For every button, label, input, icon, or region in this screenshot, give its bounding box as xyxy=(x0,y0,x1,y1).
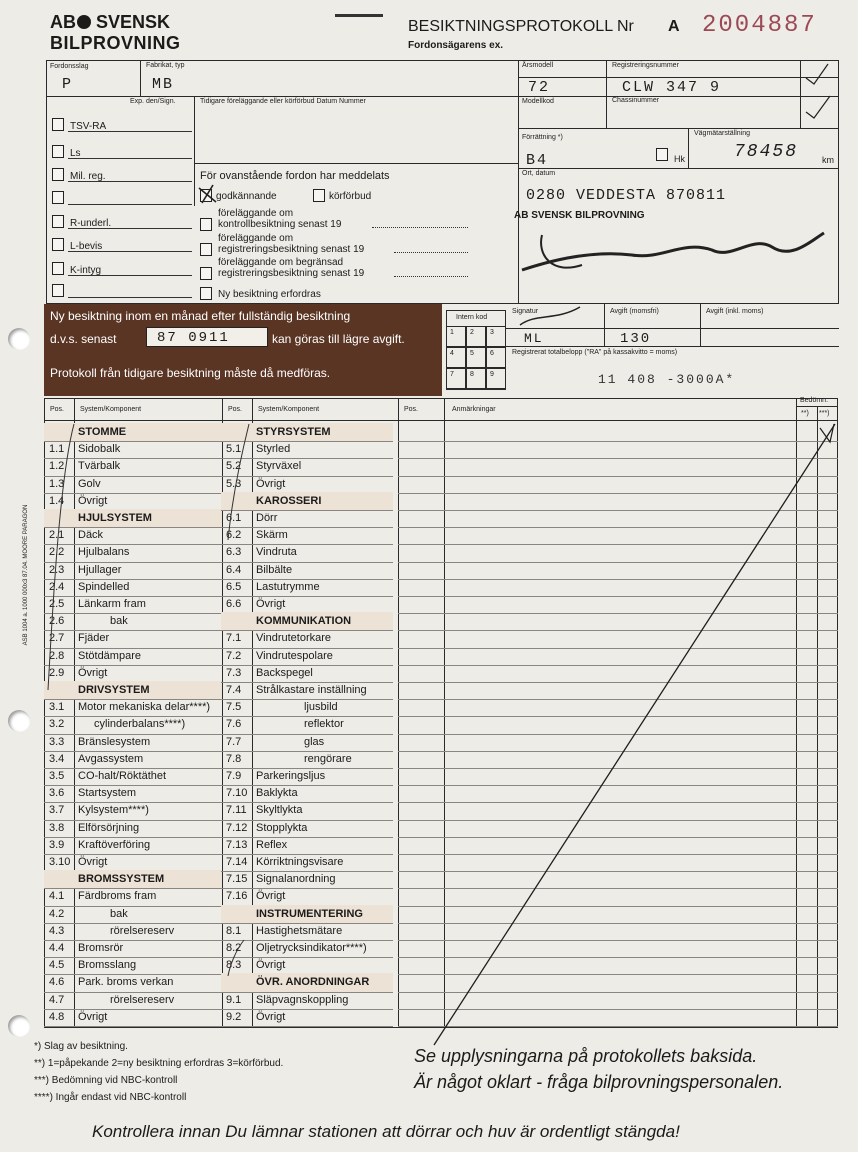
section-header: STYRSYSTEM xyxy=(256,426,331,438)
left-option-checkbox[interactable] xyxy=(52,145,64,158)
intern-kod-digit: 6 xyxy=(490,350,494,357)
component-name: Startsystem xyxy=(78,787,137,800)
component-name: Kraftöverföring xyxy=(78,838,151,851)
notice-line3: Protokoll från tidigare besiktning måste då medföras. xyxy=(50,366,331,380)
component-name: Bilbälte xyxy=(256,563,293,576)
component-name: cylinderbalans****) xyxy=(94,718,186,731)
component-pos: 2.1 xyxy=(49,529,65,542)
component-name: Motor mekaniska delar****) xyxy=(78,701,211,714)
left-option-checkbox[interactable] xyxy=(52,215,64,228)
section-header: KAROSSERI xyxy=(256,494,322,507)
ort-value: 0280 VEDDESTA 870811 xyxy=(526,187,727,204)
component-name: Avgassystem xyxy=(78,752,144,765)
component-pos: 2.2 xyxy=(49,546,65,559)
option2-line1: föreläggande om xyxy=(218,233,294,244)
component-pos: 4.6 xyxy=(49,976,65,989)
component-name: Signalanordning xyxy=(256,873,336,886)
left-option-label: L-bevis xyxy=(70,241,103,252)
company-name-bilprovning: BILPROVNING xyxy=(50,33,181,53)
intern-kod-cell xyxy=(466,347,486,368)
header-anmarkningar: Anmärkningar xyxy=(452,406,496,413)
footnote-2: **) 1=påpekande 2=ny besiktning erfordras 3=körförbud. xyxy=(34,1058,284,1069)
option2-checkbox[interactable] xyxy=(200,243,212,256)
section-header: HJULSYSTEM xyxy=(78,512,152,524)
table-row-line xyxy=(221,1009,393,1010)
component-pos: 6.1 xyxy=(226,512,242,524)
component-pos: 7.7 xyxy=(226,735,242,748)
signature-scribble xyxy=(512,215,832,285)
table-row-line xyxy=(44,1009,222,1010)
stamp-text: AB SVENSK BILPROVNING xyxy=(514,210,645,221)
option3-checkbox[interactable] xyxy=(200,267,212,280)
component-pos: 7.9 xyxy=(226,770,242,782)
intern-kod-digit: 8 xyxy=(470,371,474,378)
component-pos: 3.7 xyxy=(49,804,65,817)
component-pos: 4.2 xyxy=(49,907,65,920)
component-name: Spindelled xyxy=(78,580,130,593)
component-pos: 8.3 xyxy=(226,959,242,972)
regnr-value: CLW 347 9 xyxy=(622,79,722,96)
intern-kod-cell xyxy=(466,326,486,347)
side-print: ASB 1004 a. 1000 000x3 87.04. MOORE PARAGON xyxy=(23,504,29,646)
component-name: Övrigt xyxy=(78,494,108,507)
header-dash xyxy=(335,14,383,17)
diagonal-strike xyxy=(430,420,840,1050)
component-pos: 2.3 xyxy=(49,563,65,576)
intern-kod-label: Intern kod xyxy=(456,314,488,321)
component-name: Övrigt xyxy=(78,856,108,868)
header-pos-1: Pos. xyxy=(50,406,65,413)
component-name: Reflex xyxy=(256,838,288,851)
component-pos: 7.16 xyxy=(226,890,248,903)
component-name: Övrigt xyxy=(256,477,286,490)
component-name: Däck xyxy=(78,529,104,542)
header-system-2: System/Komponent xyxy=(258,406,320,413)
header-pos-2: Pos. xyxy=(228,406,243,413)
decision-intro: För ovanstående fordon har meddelats xyxy=(200,170,390,182)
component-pos: 5.3 xyxy=(226,477,242,490)
component-pos: 3.10 xyxy=(49,856,71,868)
godkannande-label: godkännande xyxy=(216,191,277,202)
section-header: INSTRUMENTERING xyxy=(256,907,363,920)
component-pos: 2.8 xyxy=(49,649,65,662)
component-pos: 7.11 xyxy=(226,804,247,817)
fordonsslag-value: P xyxy=(62,76,74,93)
component-name: rengörare xyxy=(304,752,352,765)
component-pos: 3.5 xyxy=(49,770,65,782)
option4-checkbox[interactable] xyxy=(200,287,212,300)
notice-line1: Ny besiktning inom en månad efter fullständig besiktning xyxy=(50,309,351,323)
component-pos: 9.2 xyxy=(226,1010,242,1023)
component-name: Baklykta xyxy=(256,787,298,800)
section-header: STOMME xyxy=(78,426,127,438)
intern-kod-cell xyxy=(446,368,466,389)
form-subtitle: Fordonsägarens ex. xyxy=(408,40,504,51)
intern-kod-digit: 3 xyxy=(490,329,494,336)
left-option-label: K-intyg xyxy=(70,265,102,276)
component-name: Strålkastare inställning xyxy=(256,684,367,696)
intern-kod-cell xyxy=(446,347,466,368)
component-pos: 3.8 xyxy=(49,821,65,834)
intern-kod-digit: 4 xyxy=(450,350,454,357)
component-pos: 1.3 xyxy=(49,477,65,490)
component-name: Backspegel xyxy=(256,666,313,679)
component-name: Länkarm fram xyxy=(78,598,146,610)
section-header: BROMSSYSTEM xyxy=(78,873,165,886)
component-name: Bromsslang xyxy=(78,959,137,972)
component-pos: 6.4 xyxy=(226,563,242,576)
left-option-line xyxy=(68,158,192,159)
component-pos: 3.2 xyxy=(49,718,65,731)
component-pos: 7.15 xyxy=(226,873,248,886)
left-option-checkbox[interactable] xyxy=(52,238,64,251)
section-header: KOMMUNIKATION xyxy=(256,615,352,628)
component-name: Stötdämpare xyxy=(78,649,141,662)
column-strike xyxy=(44,420,254,980)
arsmodell-value: 72 xyxy=(528,79,551,96)
component-name: Vindrutetorkare xyxy=(256,632,332,645)
header-bedomn: Bedömn. xyxy=(800,397,829,404)
notice-line2a: d.v.s. senast xyxy=(50,332,117,346)
component-name: Vindrutespolare xyxy=(256,649,333,662)
component-name: Övrigt xyxy=(78,1010,108,1023)
modellkod-label: Modellkod xyxy=(522,98,554,105)
component-pos: 7.10 xyxy=(226,787,248,800)
component-pos: 4.4 xyxy=(49,942,65,954)
intern-kod-digit: 9 xyxy=(490,371,494,378)
component-pos: 6.2 xyxy=(226,529,242,542)
component-pos: 5.2 xyxy=(226,460,242,473)
company-name-svensk: SVENSK xyxy=(96,12,171,32)
component-name: Park. broms verkan xyxy=(78,976,174,989)
component-pos: 3.1 xyxy=(49,701,65,714)
signatur-scribble xyxy=(516,303,586,329)
left-option-label: Mil. reg. xyxy=(70,171,106,182)
component-name: Hastighetsmätare xyxy=(256,924,343,937)
component-name: Vindruta xyxy=(256,546,297,559)
left-option-label: Ls xyxy=(70,148,81,159)
form-series: A xyxy=(668,18,680,35)
header-pos-3: Pos. xyxy=(404,406,419,413)
component-name: reflektor xyxy=(304,718,344,731)
intern-kod-digit: 1 xyxy=(450,329,454,336)
notice-line2b: kan göras till lägre avgift. xyxy=(272,332,405,346)
option4-label: Ny besiktning erfordras xyxy=(218,289,321,300)
section-header: DRIVSYSTEM xyxy=(78,684,150,696)
component-name: rörelsereserv xyxy=(110,924,175,937)
avgift-label: Avgift (momsfri) xyxy=(610,308,659,315)
component-pos: 7.2 xyxy=(226,649,242,662)
component-name: Bränslesystem xyxy=(78,735,151,748)
registrerat-value: 11 408 -3000A* xyxy=(598,372,736,387)
intern-kod-digit: 7 xyxy=(450,371,454,378)
component-pos: 1.2 xyxy=(49,460,65,473)
component-name: Styrled xyxy=(256,443,291,456)
component-name: Skärm xyxy=(256,529,288,542)
component-name: Elförsörjning xyxy=(78,821,140,834)
notice-date-box xyxy=(146,327,268,347)
header-bedomn-col1: **) xyxy=(801,410,809,417)
component-pos: 1.4 xyxy=(49,494,65,507)
component-pos: 1.1 xyxy=(49,443,65,456)
component-name: Styrväxel xyxy=(256,460,302,473)
component-pos: 7.14 xyxy=(226,856,248,868)
forrattning-label: Förrättning *) xyxy=(522,134,563,141)
chassinummer-label: Chassinummer xyxy=(612,97,660,104)
fordonsslag-label: Fordonsslag xyxy=(50,63,89,70)
signatur-value: ML xyxy=(524,331,544,346)
component-name: Övrigt xyxy=(256,1010,286,1023)
component-name: Dörr xyxy=(256,512,278,524)
component-pos: 6.5 xyxy=(226,580,242,593)
left-option-line xyxy=(68,297,192,298)
avgift-value: 130 xyxy=(620,331,652,347)
intern-kod-cell xyxy=(486,347,506,368)
vagmatare-label: Vägmätarställning xyxy=(694,130,751,137)
component-pos: 4.7 xyxy=(49,993,65,1006)
component-pos: 4.5 xyxy=(49,959,65,972)
component-name: Tvärbalk xyxy=(78,460,121,473)
component-pos: 7.3 xyxy=(226,666,242,679)
component-name: Lastutrymme xyxy=(256,580,320,593)
component-name: Övrigt xyxy=(78,666,108,679)
intern-kod-digit: 2 xyxy=(470,329,474,336)
punch-hole xyxy=(8,1015,30,1037)
hk-checkbox[interactable] xyxy=(656,148,668,161)
option1-date-blanks xyxy=(372,227,468,228)
left-option-label: TSV-RA xyxy=(70,121,107,132)
punch-hole xyxy=(8,710,30,732)
component-name: Kylsystem****) xyxy=(78,804,149,817)
option1-checkbox[interactable] xyxy=(200,218,212,231)
component-name: CO-halt/Röktäthet xyxy=(78,770,167,782)
left-option-label: R-underl. xyxy=(70,218,112,229)
option3-line1: föreläggande om begränsad xyxy=(218,257,344,268)
left-option-checkbox[interactable] xyxy=(52,262,64,275)
option3-line2: registreringsbesiktning senast 19 xyxy=(218,268,365,279)
punch-hole xyxy=(8,328,30,350)
intern-kod-cell xyxy=(466,368,486,389)
component-name: Stopplykta xyxy=(256,821,308,834)
component-pos: 7.5 xyxy=(226,701,242,714)
avgift-inkl-label: Avgift (inkl. moms) xyxy=(706,308,764,315)
component-pos: 9.1 xyxy=(226,993,242,1006)
intern-kod-cell xyxy=(486,326,506,347)
component-pos: 7.8 xyxy=(226,752,242,765)
component-pos: 7.1 xyxy=(226,632,242,645)
component-pos: 8.1 xyxy=(226,924,242,937)
component-name: Färdbroms fram xyxy=(78,890,157,903)
component-pos: 2.7 xyxy=(49,632,65,645)
exp-label: Exp. den/Sign. xyxy=(130,98,176,105)
component-pos: 2.9 xyxy=(49,666,65,679)
component-name: Övrigt xyxy=(256,959,286,972)
logo-emblem-icon xyxy=(77,15,91,29)
korforbud-checkbox[interactable] xyxy=(313,189,325,202)
component-name: Hjullager xyxy=(78,563,122,576)
component-pos: 4.8 xyxy=(49,1010,65,1023)
component-name: Golv xyxy=(78,477,101,490)
korforbud-label: körförbud xyxy=(329,191,372,202)
intern-kod-digit: 5 xyxy=(470,350,474,357)
km-label: km xyxy=(822,155,834,165)
registrerat-label: Registrerat totalbelopp ("RA" på kassakvitto = moms) xyxy=(512,349,678,356)
option1-line1: föreläggande om xyxy=(218,208,294,219)
component-name: Skyltlykta xyxy=(256,804,303,817)
notice-fraga: Är något oklart - fråga bilprovningspersonalen. xyxy=(414,1072,784,1092)
notice-date: 87 0911 xyxy=(157,330,230,346)
signatur-label: Signatur xyxy=(512,308,539,315)
footnote-3: ***) Bedömning vid NBC-kontroll xyxy=(34,1075,178,1086)
option2-date-blanks xyxy=(394,252,468,253)
company-name-ab: AB xyxy=(50,12,76,32)
component-name: glas xyxy=(304,735,325,748)
component-name: Körriktningsvisare xyxy=(256,856,344,868)
component-pos: 5.1 xyxy=(226,443,242,456)
intern-kod-cell xyxy=(486,368,506,389)
reinspection-notice xyxy=(44,304,442,396)
component-pos: 6.6 xyxy=(226,598,242,610)
check-marks xyxy=(800,60,840,128)
bottom-warning: Kontrollera innan Du lämnar stationen att dörrar och huv är ordentligt stängda! xyxy=(92,1122,680,1141)
footnote-1: *) Slag av besiktning. xyxy=(34,1041,128,1052)
component-name: Fjäder xyxy=(78,632,110,645)
intern-kod-cell xyxy=(446,326,466,347)
fabrikat-value: MB xyxy=(152,76,175,93)
component-pos: 6.3 xyxy=(226,546,242,559)
regnr-label: Registreringsnummer xyxy=(612,62,679,69)
component-pos: 3.9 xyxy=(49,838,65,851)
tidigare-label: Tidigare föreläggande eller körförbud Datum Nummer xyxy=(200,98,366,105)
component-pos: 3.6 xyxy=(49,787,65,800)
option3-date-blanks xyxy=(394,276,468,277)
component-name: bak xyxy=(110,907,128,920)
component-pos: 2.5 xyxy=(49,598,65,610)
company-logo xyxy=(50,12,190,54)
form-title: BESIKTNINGSPROTOKOLL Nr xyxy=(408,18,634,35)
component-pos: 7.13 xyxy=(226,838,248,851)
arsmodell-label: Årsmodell xyxy=(522,62,554,69)
component-pos: 7.12 xyxy=(226,821,248,834)
footnotes xyxy=(34,1038,283,1106)
component-name: bak xyxy=(110,615,128,628)
ort-label: Ort, datum xyxy=(522,170,556,177)
option1-line2: kontrollbesiktning senast 19 xyxy=(218,219,342,230)
left-option-checkbox[interactable] xyxy=(52,168,64,181)
table-row-line xyxy=(44,1026,222,1027)
component-pos: 3.3 xyxy=(49,735,65,748)
component-pos: 7.4 xyxy=(226,684,242,696)
component-name: Hjulbalans xyxy=(78,546,130,559)
component-name: Parkeringsljus xyxy=(256,770,326,782)
vagmatare-value: 78458 xyxy=(734,142,799,162)
component-pos: 2.4 xyxy=(49,580,65,593)
header-bedomn-col2: ***) xyxy=(819,410,830,417)
component-name: Övrigt xyxy=(256,598,286,610)
hk-label: Hk xyxy=(674,154,685,164)
component-pos: 2.6 xyxy=(49,615,65,628)
component-name: Släpvagnskoppling xyxy=(256,993,349,1006)
component-pos: 3.4 xyxy=(49,752,65,765)
component-name: rörelsereserv xyxy=(110,993,175,1006)
forrattning-value: B4 xyxy=(526,152,549,169)
notice-baksida: Se upplysningarna på protokollets baksida. xyxy=(414,1046,758,1066)
left-option-checkbox[interactable] xyxy=(52,118,64,131)
component-name: Övrigt xyxy=(256,890,286,903)
component-pos: 7.6 xyxy=(226,718,242,731)
left-option-checkbox[interactable] xyxy=(52,191,64,204)
left-option-checkbox[interactable] xyxy=(52,284,64,297)
component-pos: 8.2 xyxy=(226,942,242,954)
option2-line2: registreringsbesiktning senast 19 xyxy=(218,244,365,255)
component-name: ljusbild xyxy=(304,701,338,714)
header-system-1: System/Komponent xyxy=(80,406,142,413)
component-name: Oljetrycksindikator****) xyxy=(256,942,367,954)
table-row-line xyxy=(221,1026,393,1027)
footnote-4: ****) Ingår endast vid NBC-kontroll xyxy=(34,1092,187,1103)
section-header: ÖVR. ANORDNINGAR xyxy=(256,976,370,989)
component-name: Sidobalk xyxy=(78,443,121,456)
component-name: Bromsrör xyxy=(78,942,124,954)
fabrikat-label: Fabrikat, typ xyxy=(146,62,185,69)
component-pos: 4.3 xyxy=(49,924,65,937)
form-number: 2004887 xyxy=(702,12,817,39)
left-option-line xyxy=(68,204,192,205)
component-pos: 4.1 xyxy=(49,890,65,903)
